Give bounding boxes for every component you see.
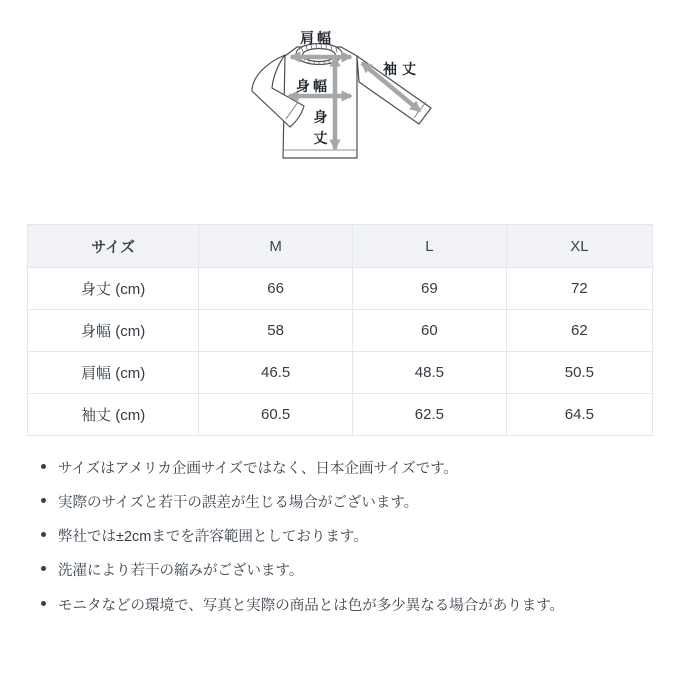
bullet-dot-icon <box>41 566 46 571</box>
size-table-header-row <box>28 225 653 268</box>
body-length-label-char2: 丈 <box>313 130 331 146</box>
header-size-xl: XL <box>506 225 652 268</box>
table-row-body-length <box>28 268 653 310</box>
row-label: 身幅 (cm) <box>28 310 199 352</box>
bullet-dot-icon <box>41 464 46 469</box>
cell-value: 62.5 <box>353 394 507 436</box>
header-size-m: M <box>199 225 353 268</box>
body-width-label: 身幅 <box>296 78 330 94</box>
bullet-dot-icon <box>41 601 46 606</box>
bullet-dot-icon <box>41 532 46 537</box>
note-item <box>27 562 653 580</box>
table-row-sleeve-length <box>28 394 653 436</box>
header-size: サイズ <box>28 225 199 268</box>
table-row-body-width <box>28 310 653 352</box>
body-length-label-char1: 身 <box>313 109 331 125</box>
shoulder-width-label: 肩幅 <box>300 30 334 46</box>
cell-value: 66 <box>199 268 353 310</box>
note-text: サイズはアメリカ企画サイズではなく、日本企画サイズです。 <box>58 461 459 477</box>
note-item <box>27 528 653 546</box>
shirt-measurement-diagram <box>0 0 680 224</box>
cell-value: 58 <box>199 310 353 352</box>
row-label: 袖丈 (cm) <box>28 394 199 436</box>
cell-value: 50.5 <box>506 352 652 394</box>
cell-value: 69 <box>353 268 507 310</box>
notes-list <box>0 460 680 615</box>
cell-value: 48.5 <box>353 352 507 394</box>
shirt-diagram-svg <box>232 22 458 174</box>
note-item <box>27 494 653 512</box>
note-text: 洗濯により若干の縮みがございます。 <box>58 563 304 580</box>
cell-value: 72 <box>506 268 652 310</box>
cell-value: 64.5 <box>506 394 652 436</box>
note-text: 弊社では±2cmまでを許容範囲としております。 <box>58 529 368 546</box>
table-row-shoulder-width <box>28 352 653 394</box>
size-table-section <box>27 224 653 436</box>
note-text: 実際のサイズと若干の誤差が生じる場合がございます。 <box>58 495 419 512</box>
cell-value: 46.5 <box>199 352 353 394</box>
sleeve-length-label: 袖丈 <box>383 61 421 77</box>
row-label: 身丈 (cm) <box>28 268 199 310</box>
note-text: モニタなどの環境で、写真と実際の商品とは色が多少異なる場合があります。 <box>58 597 565 614</box>
cell-value: 60 <box>353 310 507 352</box>
size-table <box>27 224 653 436</box>
note-item <box>27 460 653 478</box>
cell-value: 62 <box>506 310 652 352</box>
row-label: 肩幅 (cm) <box>28 352 199 394</box>
cell-value: 60.5 <box>199 394 353 436</box>
note-item <box>27 597 653 615</box>
bullet-dot-icon <box>41 498 46 503</box>
header-size-l: L <box>353 225 507 268</box>
